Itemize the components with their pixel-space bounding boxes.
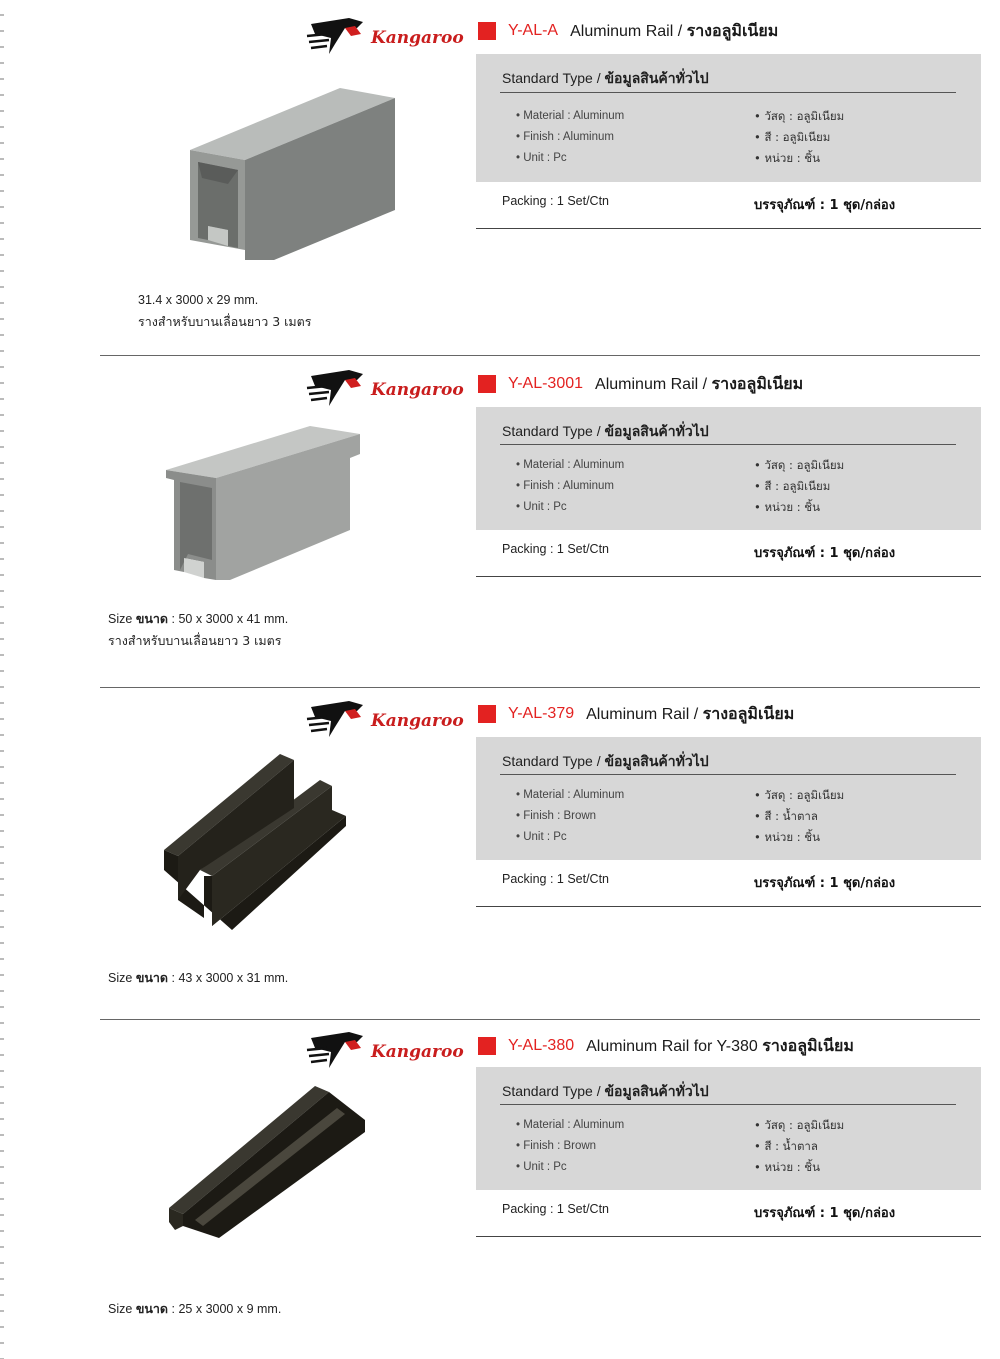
heading-underline xyxy=(500,1104,956,1105)
binding-holes xyxy=(0,0,4,1359)
spec-list-th xyxy=(754,106,844,169)
spec-finish-th: • สี : อลูมิเนียม xyxy=(754,130,831,144)
spec-list-th xyxy=(754,1115,844,1178)
heading-underline xyxy=(500,444,956,445)
kangaroo-logo-icon xyxy=(305,366,465,410)
spec-unit: • Unit : Pc xyxy=(516,152,567,164)
spec-unit: • Unit : Pc xyxy=(516,501,567,513)
spec-unit-th: • หน่วย : ชิ้น xyxy=(754,500,820,514)
packing-row xyxy=(476,182,981,229)
kangaroo-logo xyxy=(305,14,465,58)
standard-type-heading: Standard Type / ข้อมูลสินค้าทั่วไป xyxy=(502,70,709,87)
packing-th: บรรจุภัณฑ์ : 1 ชุด/กล่อง xyxy=(754,198,896,213)
product-code: Y-AL-380 xyxy=(508,1037,575,1054)
product-title-row xyxy=(478,372,803,396)
section-divider xyxy=(100,355,980,356)
packing-en: Packing : 1 Set/Ctn xyxy=(502,542,610,556)
spec-unit-th: • หน่วย : ชิ้น xyxy=(754,830,820,844)
product-title: Aluminum Rail for Y-380 รางอลูมิเนียม xyxy=(586,1035,854,1055)
product-image-rail-380 xyxy=(165,1080,370,1240)
dimension-block xyxy=(108,967,288,989)
packing-row xyxy=(476,530,981,577)
spec-finish-th: • สี : อลูมิเนียม xyxy=(754,479,831,493)
spec-material-th: • วัสดุ : อลูมิเนียม xyxy=(754,788,845,802)
packing-en: Packing : 1 Set/Ctn xyxy=(502,194,610,208)
spec-list-th xyxy=(754,785,844,848)
spec-panel xyxy=(476,54,981,182)
packing-th: บรรจุภัณฑ์ : 1 ชุด/กล่อง xyxy=(754,546,896,561)
heading-underline xyxy=(500,92,956,93)
spec-finish-th: • สี : น้ำตาล xyxy=(754,809,818,823)
red-square-icon xyxy=(478,705,496,723)
product-title-row xyxy=(478,19,778,43)
spec-finish: • Finish : Aluminum xyxy=(516,480,614,492)
spec-finish: • Finish : Brown xyxy=(516,1140,597,1152)
product-code: Y-AL-3001 xyxy=(508,375,584,392)
kangaroo-logo-icon xyxy=(305,1028,465,1072)
dimension-block xyxy=(108,1298,281,1320)
kangaroo-logo xyxy=(305,1028,465,1072)
spec-finish: • Finish : Brown xyxy=(516,810,597,822)
packing-th: บรรจุภัณฑ์ : 1 ชุด/กล่อง xyxy=(754,1206,896,1221)
standard-type-heading: Standard Type / ข้อมูลสินค้าทั่วไป xyxy=(502,1083,709,1100)
spec-material-th: • วัสดุ : อลูมิเนียม xyxy=(754,109,845,123)
packing-en: Packing : 1 Set/Ctn xyxy=(502,1202,610,1216)
kangaroo-logo-icon xyxy=(305,14,465,58)
spec-material: • Material : Aluminum xyxy=(516,110,625,122)
spec-panel xyxy=(476,737,981,860)
logo-text: Kangaroo xyxy=(371,711,464,731)
spec-material: • Material : Aluminum xyxy=(516,459,625,471)
spec-list-en xyxy=(516,455,624,518)
product-image-rail-a xyxy=(180,80,410,260)
spec-panel xyxy=(476,1067,981,1190)
spec-finish: • Finish : Aluminum xyxy=(516,131,614,143)
product-code: Y-AL-A xyxy=(508,22,559,39)
spec-unit-th: • หน่วย : ชิ้น xyxy=(754,151,820,165)
logo-text: Kangaroo xyxy=(371,380,464,400)
spec-list-th xyxy=(754,455,844,518)
logo-text: Kangaroo xyxy=(371,28,464,48)
section-divider xyxy=(100,1019,980,1020)
size-value: 31.4 x 3000 x 29 mm. xyxy=(138,293,259,307)
spec-list-en xyxy=(516,106,624,169)
kangaroo-logo xyxy=(305,366,465,410)
logo-text: Kangaroo xyxy=(371,1042,464,1062)
spec-list-en xyxy=(516,785,624,848)
spec-material: • Material : Aluminum xyxy=(516,1119,625,1131)
spec-panel xyxy=(476,407,981,530)
kangaroo-logo-icon xyxy=(305,697,465,741)
product-title-row xyxy=(478,702,794,726)
kangaroo-logo xyxy=(305,697,465,741)
product-title: Aluminum Rail / รางอลูมิเนียม xyxy=(595,373,804,393)
spec-material-th: • วัสดุ : อลูมิเนียม xyxy=(754,1118,845,1132)
dimension-block xyxy=(138,290,311,332)
spec-material: • Material : Aluminum xyxy=(516,789,625,801)
product-code: Y-AL-379 xyxy=(508,705,575,722)
size-note: รางสำหรับบานเลื่อนยาว 3 เมตร xyxy=(138,314,312,329)
spec-list-en xyxy=(516,1115,624,1178)
standard-type-heading: Standard Type / ข้อมูลสินค้าทั่วไป xyxy=(502,753,709,770)
packing-th: บรรจุภัณฑ์ : 1 ชุด/กล่อง xyxy=(754,876,896,891)
red-square-icon xyxy=(478,1037,496,1055)
product-title-row xyxy=(478,1034,854,1058)
size-line: Size ขนาด : 43 x 3000 x 31 mm. xyxy=(108,970,289,985)
size-line: Size ขนาด : 50 x 3000 x 41 mm. xyxy=(108,611,289,626)
packing-row xyxy=(476,860,981,907)
size-note: รางสำหรับบานเลื่อนยาว 3 เมตร xyxy=(108,633,282,648)
spec-unit: • Unit : Pc xyxy=(516,831,567,843)
spec-material-th: • วัสดุ : อลูมิเนียม xyxy=(754,458,845,472)
product-title: Aluminum Rail / รางอลูมิเนียม xyxy=(586,703,795,723)
product-title: Aluminum Rail / รางอลูมิเนียม xyxy=(570,20,779,40)
spec-finish-th: • สี : น้ำตาล xyxy=(754,1139,818,1153)
red-square-icon xyxy=(478,375,496,393)
heading-underline xyxy=(500,774,956,775)
red-square-icon xyxy=(478,22,496,40)
product-image-rail-3001 xyxy=(160,420,370,590)
packing-row xyxy=(476,1190,981,1237)
section-divider xyxy=(100,687,980,688)
spec-unit-th: • หน่วย : ชิ้น xyxy=(754,1160,820,1174)
dimension-block xyxy=(108,608,288,651)
standard-type-heading: Standard Type / ข้อมูลสินค้าทั่วไป xyxy=(502,423,709,440)
spec-unit: • Unit : Pc xyxy=(516,1161,567,1173)
size-line: Size ขนาด : 25 x 3000 x 9 mm. xyxy=(108,1301,282,1316)
packing-en: Packing : 1 Set/Ctn xyxy=(502,872,610,886)
product-image-rail-379 xyxy=(160,750,350,940)
